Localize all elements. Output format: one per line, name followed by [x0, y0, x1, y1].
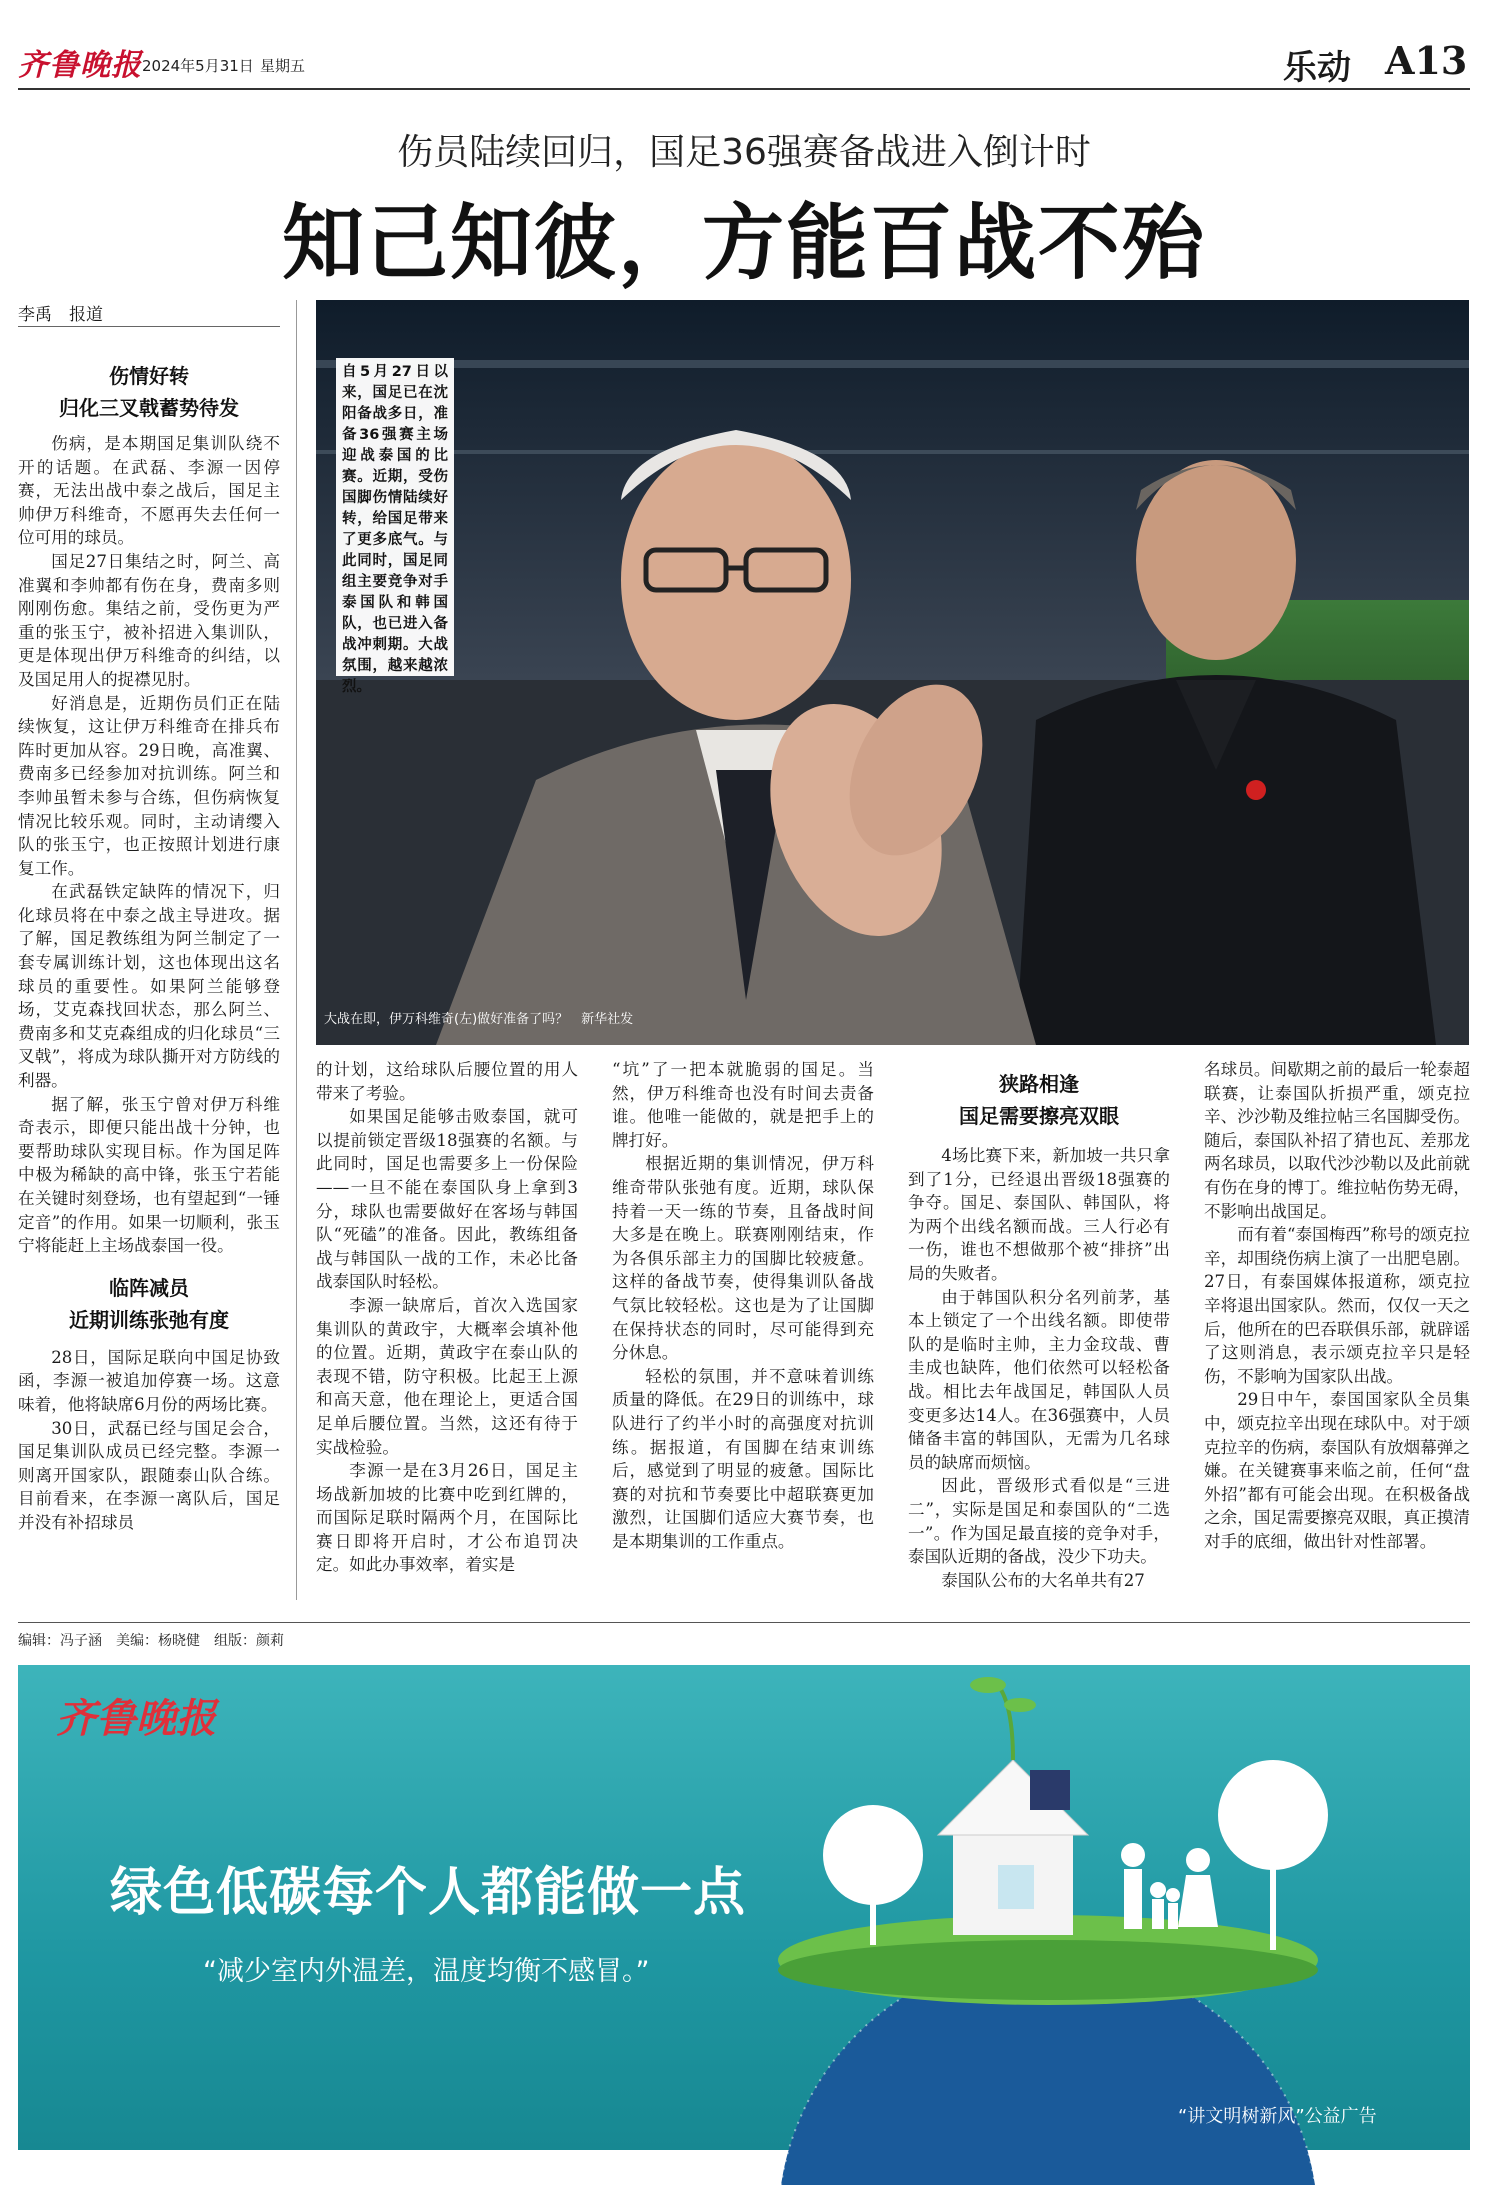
section-3-title: 狭路相逢 国足需要擦亮双眼 [959, 1072, 1119, 1128]
s2-paragraph: 30日，武磊已经与国足会合，国足集训队成员已经完整。李源一则离开国家队，跟随泰山队合练。目前看来，在李源一离队后，国足并没有补招球员 [18, 1418, 280, 1532]
masthead-rule [18, 88, 1470, 90]
s2-paragraph: 李源一缺席后，首次入选国家集训队的黄政宇，大概率会填补他的位置。近期，黄政宇在泰山队的表现不错，防守积极。比起王上源和高天意，他在理论上，更适合国足单后腰位置。当然，这还有待于实战检验。 [316, 1295, 578, 1457]
paper-logo: 齐鲁晚报 [18, 48, 142, 83]
s1-paragraph: 伤病，是本期国足集训队绕不开的话题。在武磊、李源一因停赛，无法出战中泰之战后，国足主帅伊万科维奇，不愿再失去任何一位可用的球员。 [18, 434, 280, 548]
issue-weekday: 星期五 [260, 57, 306, 75]
column-3 [612, 1058, 874, 1605]
column-4 [908, 1068, 1170, 1605]
column-1 [18, 360, 280, 1605]
section-1-title: 伤情好转 归化三叉戟蓄势待发 [59, 364, 239, 420]
page-number: A13 [1385, 38, 1468, 83]
s1-paragraph: 好消息是，近期伤员们正在陆续恢复，这让伊万科维奇在排兵布阵时更加从容。29日晚，高准翼、费南多已经参加对抗训练。阿兰和李帅虽暂未参与合练，但伤病恢复情况比较乐观。同时，主动请缨入队的张玉宁，也正按照计划进行康复工作。 [18, 693, 280, 878]
s3-paragraph: 而有着“泰国梅西”称号的颂克拉辛，却围绕伤病上演了一出肥皂剧。27日，有泰国媒体报道称，颂克拉辛将退出国家队。然而，仅仅一天之后，他所在的巴吞联俱乐部，就辟谣了这则消息，表示颂克拉辛只是轻伤，不影响为国家队出战。 [1204, 1225, 1470, 1386]
headline-title: 知己知彼，方能百战不殆 [281, 195, 1206, 291]
column-5 [1204, 1058, 1470, 1605]
byline-rule [18, 326, 280, 327]
headline-kicker: 伤员陆续回归，国足36强赛备战进入倒计时 [397, 132, 1091, 173]
article-photo [316, 300, 1469, 1045]
s3-paragraph: 29日中午，泰国国家队全员集中，颂克拉辛出现在球队中。对于颂克拉辛的伤病，泰国队有放烟幕弹之嫌。在关键赛事来临之前，任何“盘外招”都有可能会出现。在积极备战之余，国足需要擦亮双眼，真正摸清对手的底细，做出针对性部署。 [1204, 1390, 1470, 1551]
s1-paragraph: 国足27日集结之时，阿兰、高准翼和李帅都有伤在身，费南多则刚刚伤愈。集结之前，受伤更为严重的张玉宁，被补招进入集训队，更是体现出伊万科维奇的纠结，以及国足用人的捉襟见肘。 [18, 551, 280, 689]
s1-paragraph: 在武磊铁定缺阵的情况下，归化球员将在中泰之战主导进攻。据了解，国足教练组为阿兰制定了一套专属训练计划，这也体现出这名球员的重要性。如果阿兰能够登场，艾克森找回状态，那么阿兰、费南多和艾克森组成的归化球员“三叉戟”，将成为球队撕开对方防线的利器。 [18, 882, 280, 1091]
column-2 [316, 1058, 578, 1605]
photo-sidebar: 自5月27日以来，国足已在沈阳备战多日，准备36强赛主场迎战泰国的比赛。近期，受伤国脚伤情陆续好转，给国足带来了更多底气。与此同时，国足同组主要竞争对手泰国队和韩国队，也已进入备战冲刺期。大战氛围，越来越浓烈。 [336, 358, 454, 676]
s3-paragraph: 4场比赛下来，新加坡一共只拿到了1分，已经退出晋级18强赛的争夺。国足、泰国队、韩国队，将为两个出线名额而战。三人行必有一伤，谁也不想做那个被“排挤”出局的失败者。 [908, 1146, 1170, 1283]
s2-paragraph: 如果国足能够击败泰国，就可以提前锁定晋级18强赛的名额。与此同时，国足也需要多上一份保险——一旦不能在泰国队身上拿到3分，球队也需要做好在客场与韩国队“死磕”的准备。因此，教练组备战与韩国队一战的工作，未必比备战泰国队时轻松。 [316, 1107, 578, 1292]
issue-date: 2024年5月31日 [142, 57, 254, 75]
byline: 李禹 报道 [18, 305, 103, 325]
photo-illustration [316, 300, 1469, 1045]
ad-brand-logo: 齐鲁晚报 [56, 1695, 216, 1742]
s3-paragraph: 因此，晋级形式看似是“三进二”，实际是国足和泰国队的“二选一”。作为国足最直接的竞争对手，泰国队近期的备战，没少下功夫。 [908, 1476, 1170, 1567]
s2-paragraph: 28日，国际足联向中国足协致函，李源一被追加停赛一场。这意味着，他将缺席6月份的两场比赛。 [18, 1347, 280, 1414]
s3-paragraph-cont: 名球员。间歇期之前的最后一轮泰超联赛，让泰国队折损严重，颂克拉辛、沙沙勒及维拉帖三名国脚受伤。随后，泰国队补招了猜也瓦、差那龙两名球员，以取代沙沙勒以及此前就有伤在身的博丁。维拉帖伤势无碍，不影响出战国足。 [1204, 1060, 1470, 1221]
s1-paragraph: 据了解，张玉宁曾对伊万科维奇表示，即便只能出战十分钟，也要帮助球队实现目标。作为国足阵中极为稀缺的高中锋，张玉宁若能在关键时刻登场，也有望起到“一锤定音”的作用。如果一切顺利，张玉宁将能赶上主场战泰国一役。 [18, 1094, 280, 1256]
ad-quote: “减少室内外温差，温度均衡不感冒。” [203, 1956, 650, 1987]
s3-paragraph: 泰国队公布的大名单共有27 [941, 1570, 1145, 1590]
section-name: 乐动 [1283, 48, 1351, 88]
s2-paragraph: 李源一是在3月26日，国足主场战新加坡的比赛中吃到红牌的，而国际足联时隔两个月，在国际比赛日即将开启时，才公布追罚决定。如此办事效率，着实是 [316, 1461, 578, 1575]
ad-slogan: 绿色低碳每个人都能做一点 [110, 1863, 747, 1923]
ad-credit: “讲文明树新风”公益广告 [1178, 2106, 1377, 2127]
s3-paragraph: 由于韩国队积分名列前茅，基本上锁定了一个出线名额。即使带队的是临时主帅，主力金玟哉、曹圭成也缺阵，他们依然可以轻松备战。相比去年战国足，韩国队人员变更多达14人。在36强赛中，人员储备丰富的韩国队，无需为几名球员的缺席而烦恼。 [908, 1287, 1170, 1472]
footer-rule [18, 1622, 1470, 1623]
column-divider [296, 300, 297, 1600]
footer-credits: 编辑：冯子涵 美编：杨晓健 组版：颜莉 [18, 1633, 284, 1649]
s2-paragraph: 根据近期的集训情况，伊万科维奇带队张弛有度。近期，球队保持着一天一练的节奏，且备战时间大多是在晚上。联赛刚刚结束，作为各俱乐部主力的国脚比较疲惫。这样的备战节奏，使得集训队备战气氛比较轻松。这也是为了让国脚在保持状态的同时，尽可能得到充分休息。 [612, 1154, 874, 1363]
s2-paragraph-cont: “坑”了一把本就脆弱的国足。当然，伊万科维奇也没有时间去责备谁。他唯一能做的，就是把手上的牌打好。 [612, 1060, 874, 1150]
ad-illustration [798, 1665, 1470, 2150]
s2-paragraph-cont: 的计划，这给球队后腰位置的用人带来了考验。 [316, 1060, 578, 1103]
public-service-ad [18, 1665, 1470, 2150]
s2-paragraph: 轻松的氛围，并不意味着训练质量的降低。在29日的训练中，球队进行了约半小时的高强度对抗训练。据报道，有国脚在结束训练后，感觉到了明显的疲惫。国际比赛的对抗和节奏要比中超联赛更加激烈，让国脚们适应大赛节奏，也是本期集训的工作重点。 [612, 1366, 874, 1551]
section-2-title: 临阵减员 近期训练张弛有度 [69, 1275, 229, 1332]
photo-caption: 大战在即，伊万科维奇(左)做好准备了吗？ 新华社发 [324, 1012, 634, 1027]
